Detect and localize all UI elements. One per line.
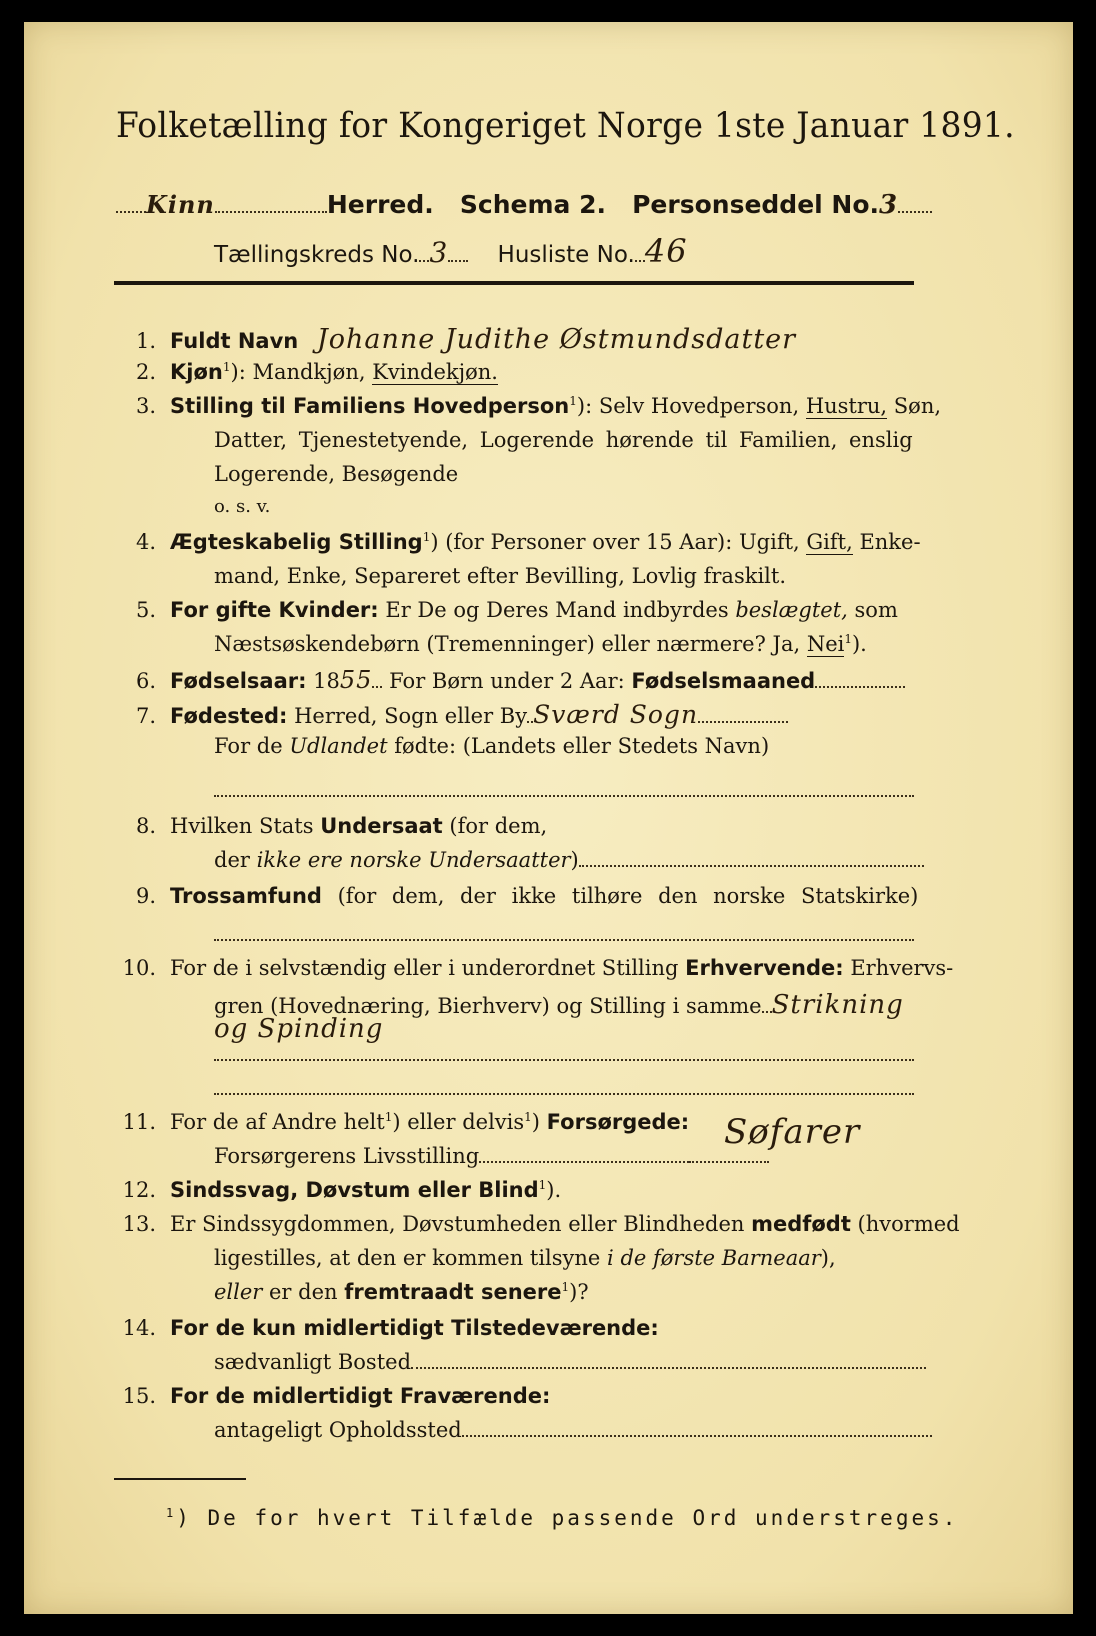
q5-text-b: som <box>847 598 898 622</box>
q5-number: 5. <box>135 598 156 622</box>
q13-line3-italic: eller <box>214 1280 263 1304</box>
q5-row <box>116 598 898 622</box>
q1-label: Fuldt Navn <box>170 329 299 353</box>
q2-number: 2. <box>135 360 156 384</box>
q14-number: 14. <box>122 1316 156 1340</box>
q3-underlined: Hustru, <box>805 394 888 418</box>
q5-underlined: Nei <box>806 632 845 656</box>
q9-text: (for dem, der ikke tilhøre den norske Statskirke) <box>321 884 919 908</box>
q5-line2-a: Næstsøskendebørn (Tremenninger) eller nærmere? Ja, <box>214 632 807 656</box>
q8-text-a: Hvilken Stats <box>170 814 321 838</box>
q10-value-b: og Spinding <box>214 1014 384 1044</box>
q10-line-3 <box>214 1014 914 1044</box>
q7-text: Herred, Sogn eller By <box>287 704 528 728</box>
q2-label: Kjøn <box>170 360 223 384</box>
q3-text-b: Søn, <box>887 394 942 418</box>
q6-label-2: Fødselsmaaned <box>631 669 816 693</box>
q14-label: For de kun midlertidigt Tilstedeværende: <box>170 1316 659 1340</box>
q10-text-b: Erhvervs- <box>843 956 954 980</box>
q4-line-2: mand, Enke, Separeret efter Bevilling, Lovlig fraskilt. <box>214 564 787 588</box>
q11-line-2 <box>214 1144 769 1168</box>
q10-dots-1 <box>214 1046 914 1065</box>
q5-line-2 <box>214 632 867 656</box>
q5-italic: beslægtet, <box>735 598 848 622</box>
q7-blank-line <box>214 782 914 801</box>
q9-label: Trossamfund <box>170 884 322 908</box>
header-line-2 <box>214 232 688 270</box>
q7-line2-b: fødte: (Landets eller Stedets Navn) <box>387 734 770 758</box>
q9-row <box>116 884 918 908</box>
herred-label: Herred. <box>326 190 434 219</box>
q10-value-a: Strikning <box>771 990 904 1020</box>
q13-line3-a: er den <box>262 1280 345 1304</box>
q8-line2-a: der <box>214 848 257 872</box>
q8-line2-b: ) <box>570 848 579 872</box>
q3-number: 3. <box>135 394 156 418</box>
q7-number: 7. <box>135 704 156 728</box>
q14-line-2 <box>214 1350 926 1374</box>
q7-label: Fødested: <box>170 704 288 728</box>
q9-number: 9. <box>135 884 156 908</box>
q12-label: Sindssvag, Døvstum eller Blind <box>170 1178 539 1202</box>
q13-italic: i de første Barneaar <box>607 1246 821 1270</box>
q4-number: 4. <box>135 530 156 554</box>
q2-row <box>116 360 498 384</box>
q9-blank-line <box>214 926 914 945</box>
personseddel-value: 3 <box>879 190 899 220</box>
q13-row <box>116 1212 960 1236</box>
q10-label: Erhvervende: <box>685 956 844 980</box>
q3-line-4: o. s. v. <box>214 496 271 517</box>
q3-line-2: Datter, Tjenestetyende, Logerende hørende til Familien, enslig <box>214 428 913 452</box>
q12-text: ). <box>546 1178 562 1202</box>
q10-number: 10. <box>122 956 156 980</box>
header-rule <box>114 281 914 285</box>
personseddel-label: Personseddel No. <box>632 190 880 219</box>
q7-italic: Udlandet <box>289 734 388 758</box>
q7-value: Sværd Sogn <box>533 700 699 729</box>
q10-text-a: For de i selvstændig eller i underordnet Stilling <box>170 956 686 980</box>
q15-row <box>116 1384 550 1408</box>
husliste-label: Husliste No. <box>497 242 635 268</box>
q8-label: Undersaat <box>320 814 443 838</box>
q12-row <box>116 1178 561 1202</box>
q11-text-b: ) eller delvis <box>392 1110 525 1134</box>
q7-line2-a: For de <box>214 734 290 758</box>
q6-label: Fødselsaar: <box>170 669 307 693</box>
q2-text: ): Mandkjøn, <box>230 360 373 384</box>
q3-row <box>116 394 941 418</box>
q11-sup-1: 1 <box>384 1110 393 1124</box>
q11-sup-2: 1 <box>524 1110 532 1124</box>
q15-label: For de midlertidigt Fraværende: <box>170 1384 551 1408</box>
footnote <box>166 1506 958 1530</box>
q14-line2: sædvanligt Bosted <box>214 1350 412 1374</box>
q13-number: 13. <box>122 1212 156 1236</box>
q8-row <box>116 814 547 838</box>
q10-row <box>116 956 953 980</box>
q2-sup: 1 <box>222 360 231 374</box>
q11-number: 11. <box>122 1110 156 1134</box>
q5-label: For gifte Kvinder: <box>170 598 379 622</box>
q13-label-2: fremtraadt senere <box>344 1280 562 1304</box>
q12-sup: 1 <box>538 1178 547 1192</box>
q11-row <box>116 1110 689 1134</box>
q5-line2-b: ). <box>851 632 867 656</box>
q13-text-b: (hvormed <box>850 1212 960 1236</box>
taellingskreds-label: Tællingskreds No. <box>214 242 420 268</box>
taellingskreds-value: 3 <box>429 236 449 269</box>
herred-value: Kinn <box>146 190 215 219</box>
q7-line-2 <box>214 734 769 758</box>
q6-row <box>116 666 905 694</box>
q11-value: Søfarer <box>724 1112 861 1152</box>
q13-sup: 1 <box>561 1280 570 1294</box>
schema-label: Schema 2. <box>459 190 606 219</box>
q8-number: 8. <box>135 814 156 838</box>
q13-line-3 <box>214 1280 589 1304</box>
q1-number: 1. <box>135 329 156 353</box>
q15-line-2 <box>214 1418 932 1442</box>
census-form-page <box>24 22 1073 1614</box>
q6-year-prefix: 18 <box>306 669 340 693</box>
q4-row <box>116 530 921 554</box>
q14-row <box>116 1316 659 1340</box>
q10-dots-2 <box>214 1080 914 1099</box>
q10-line2: gren (Hovednæring, Bierhverv) og Stilling i samme <box>214 994 762 1018</box>
husliste-value: 46 <box>644 232 688 270</box>
header-line-1 <box>116 190 932 220</box>
q4-underlined: Gift, <box>806 530 853 554</box>
q13-line-2 <box>214 1246 836 1270</box>
footnote-rule <box>114 1478 246 1480</box>
form-title: Folketælling for Kongeriget Norge 1ste Januar 1891. <box>116 106 1015 146</box>
q6-number: 6. <box>135 669 156 693</box>
q12-number: 12. <box>122 1178 156 1202</box>
q2-underlined: Kvindekjøn. <box>372 360 498 384</box>
q5-sup: 1 <box>844 632 852 646</box>
q6-text: For Børn under 2 Aar: <box>382 669 632 693</box>
q3-text-a: ): Selv Hovedperson, <box>576 394 806 418</box>
q4-text-b: Enke- <box>852 530 921 554</box>
q5-text-a: Er De og Deres Mand indbyrdes <box>378 598 736 622</box>
q3-sup: 1 <box>569 394 577 408</box>
q4-label: Ægteskabelig Stilling <box>170 530 423 554</box>
q1-row <box>116 324 796 355</box>
q4-text-a: ) (for Personer over 15 Aar): Ugift, <box>430 530 807 554</box>
q11-line2: Forsørgerens Livsstilling <box>214 1144 480 1168</box>
q6-year-value: 55 <box>339 666 373 694</box>
q15-number: 15. <box>122 1384 156 1408</box>
q4-sup: 1 <box>422 530 431 544</box>
q3-label: Stilling til Familiens Hovedperson <box>170 394 570 418</box>
q8-italic: ikke ere norske Undersaatter <box>256 848 571 872</box>
q13-line3-b: )? <box>569 1280 589 1304</box>
q11-text-c: ) <box>531 1110 547 1134</box>
q11-text-a: For de af Andre helt <box>170 1110 385 1134</box>
q8-line-2 <box>214 848 924 872</box>
footnote-text: ) De for hvert Tilfælde passende Ord understreges. <box>176 1506 959 1530</box>
q1-value: Johanne Judithe Østmundsdatter <box>316 324 797 355</box>
q7-row <box>116 700 788 729</box>
q13-text-a: Er Sindssygdommen, Døvstumheden eller Blindheden <box>170 1212 752 1236</box>
q13-line2-b: ), <box>820 1246 836 1270</box>
q3-line-3: Logerende, Besøgende <box>214 462 459 486</box>
q8-text-b: (for dem, <box>442 814 548 838</box>
q13-line2-a: ligestilles, at den er kommen tilsyne <box>214 1246 608 1270</box>
q11-label: Forsørgede: <box>546 1110 690 1134</box>
footnote-sup: 1 <box>166 1506 177 1520</box>
q15-line2: antageligt Opholdssted <box>214 1418 462 1442</box>
q13-label: medfødt <box>751 1212 851 1236</box>
